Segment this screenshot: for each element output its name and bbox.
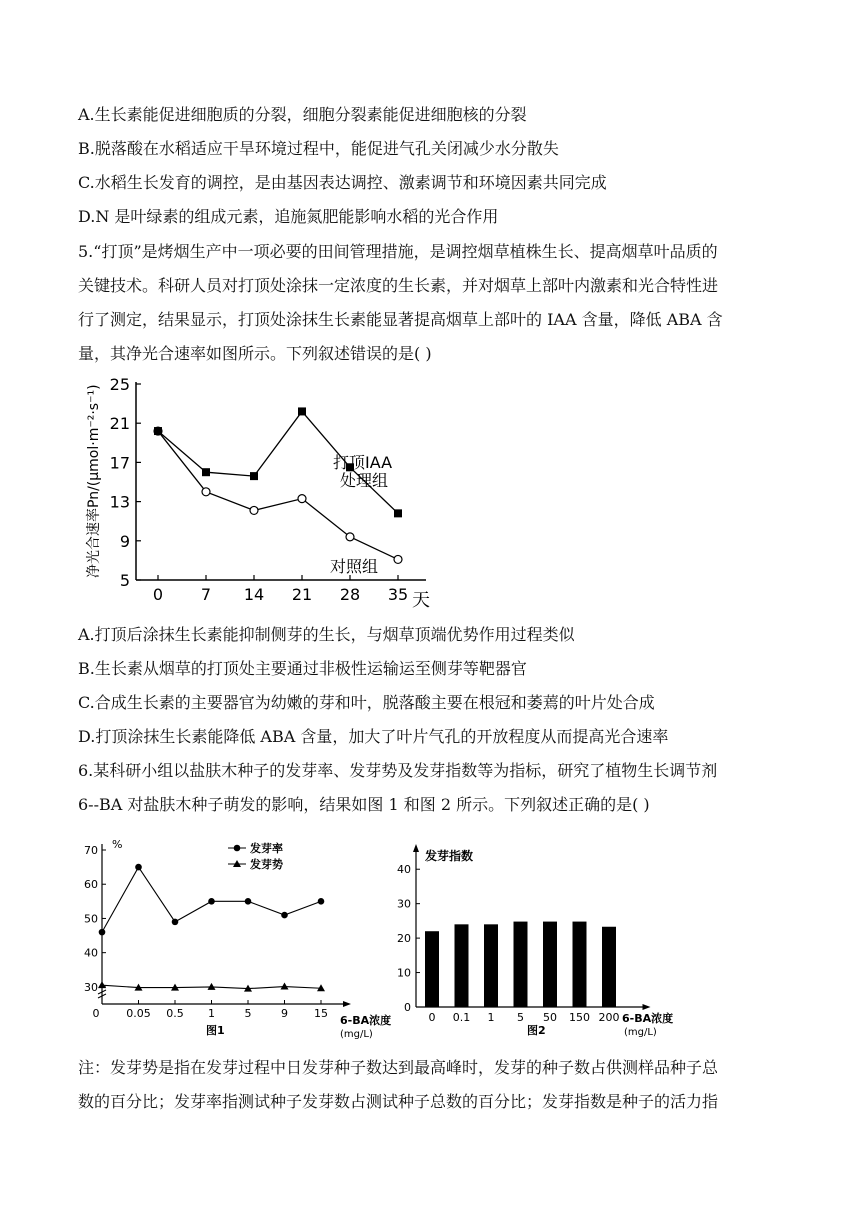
x-axis-label: 6-BA浓度: [340, 1014, 392, 1027]
bar: [514, 922, 528, 1007]
data-point-control: [346, 533, 354, 541]
series-line-control: [158, 431, 398, 559]
q6-stem-line: 6.某科研小组以盐肤木种子的发芽率、发芽势及发芽指数等为指标，研究了植物生长调节剂: [78, 761, 718, 780]
x-tick-label: 0.05: [126, 1007, 151, 1020]
x-tick-label: 9: [281, 1007, 288, 1020]
q4-option-b: B.脱落酸在水稻适应干旱环境过程中，能促进气孔关闭减少水分散失: [78, 139, 559, 158]
q5-option-a: A.打顶后涂抹生长素能抑制侧芽的生长，与烟草顶端优势作用过程类似: [78, 625, 575, 644]
germination-index-chart: [392, 842, 682, 1042]
q5-stem-line: 5.“打顶”是烤烟生产中一项必要的田间管理措施，是调控烟草植株生长、提高烟草叶品质的: [78, 242, 718, 261]
x-tick-label: 14: [243, 585, 265, 604]
y-tick-label: 70: [84, 844, 98, 857]
bar: [543, 922, 557, 1007]
series-label-control: 对照组: [330, 557, 379, 576]
germination-rate-chart: [78, 832, 398, 1042]
x-tick-label: 0: [92, 1007, 100, 1020]
data-point-iaa: [250, 472, 258, 480]
x-axis-arrow: [643, 1004, 651, 1010]
y-tick-label: 9: [119, 531, 130, 551]
y-tick-label: 30: [84, 980, 98, 994]
legend-label: 发芽势: [250, 858, 283, 871]
bar: [602, 927, 616, 1007]
figure-caption: 图1: [206, 1024, 225, 1037]
x-tick-label: 1: [487, 1011, 495, 1024]
legend-label: 发芽率: [250, 842, 283, 855]
bar: [484, 924, 498, 1007]
y-axis-arrow: [413, 844, 419, 852]
y-tick-label: 20: [397, 932, 411, 946]
x-axis-arrow: [343, 1001, 351, 1007]
bar: [425, 931, 439, 1007]
data-point-potential: [208, 983, 216, 990]
y-axis-label: 净光合速率Pn/(μmol·m⁻²·s⁻¹): [86, 384, 102, 578]
y-tick-label: 40: [84, 946, 98, 960]
series-label-iaa: 打顶IAA: [333, 453, 393, 472]
y-tick-label: 30: [397, 897, 411, 911]
q4-option-d: D.N 是叶绿素的组成元素，追施氮肥能影响水稻的光合作用: [78, 207, 499, 226]
data-point-control: [298, 495, 306, 503]
figure-caption: 图2: [527, 1024, 546, 1037]
x-tick-label: 5: [517, 1011, 524, 1024]
q5-stem-line: 关键技术。科研人员对打顶处涂抹一定浓度的生长素，并对烟草上部叶内激素和光合特性进: [78, 276, 719, 295]
q5-stem-line: 行了测定，结果显示，打顶处涂抹生长素能显著提高烟草上部叶的 IAA 含量，降低 ABA 含: [78, 310, 723, 329]
x-axis-unit: (mg/L): [624, 1027, 657, 1038]
y-axis-label: 发芽指数: [425, 849, 474, 863]
y-tick-label: 25: [109, 375, 130, 394]
note-line: 数的百分比；发芽率指测试种子发芽数占测试种子总数的百分比；发芽指数是种子的活力指: [78, 1092, 719, 1111]
x-tick-label: 200: [598, 1011, 620, 1024]
series-label-iaa: 处理组: [340, 471, 389, 490]
x-tick-label: 5: [244, 1007, 252, 1020]
data-point-control: [202, 488, 210, 496]
data-point-rate: [172, 919, 179, 926]
q5-option-c: C.合成生长素的主要器官为幼嫩的芽和叶，脱落酸主要在根冠和萎蔫的叶片处合成: [78, 693, 655, 712]
y-tick-label: 60: [84, 878, 98, 892]
bar: [455, 924, 469, 1007]
x-axis-unit: 天: [412, 590, 430, 611]
data-point-rate: [281, 912, 288, 919]
q4-option-a: A.生长素能促进细胞质的分裂，细胞分裂素能促进细胞核的分裂: [78, 105, 527, 124]
y-tick-label: 40: [397, 863, 411, 877]
x-axis-label: 6-BA浓度: [622, 1012, 674, 1025]
x-tick-label: 150: [569, 1011, 590, 1024]
data-point-rate: [245, 898, 252, 905]
y-tick-label: 50: [84, 912, 98, 926]
q5-option-d: D.打顶涂抹生长素能降低 ABA 含量，加大了叶片气孔的开放程度从而提高光合速率: [78, 727, 669, 746]
data-point-iaa: [298, 407, 306, 415]
data-point-rate: [318, 898, 325, 905]
data-point-control: [394, 555, 402, 563]
data-point-iaa: [202, 468, 210, 476]
legend-marker: [234, 845, 241, 852]
x-axis-unit: (mg/L): [340, 1029, 373, 1040]
data-point-control: [250, 506, 258, 514]
q6-stem-line: 6--BA 对盐肤木种子萌发的影响，结果如图 1 和图 2 所示。下列叙述正确的是( ): [78, 795, 650, 814]
x-tick-label: 28: [339, 585, 361, 604]
data-point-potential: [281, 983, 289, 990]
y-tick-label: 10: [397, 966, 411, 980]
data-point-rate: [135, 864, 142, 871]
y-tick-label: 17: [109, 453, 130, 473]
x-tick-label: 7: [200, 585, 212, 604]
y-tick-label: 21: [109, 414, 130, 434]
q5-option-b: B.生长素从烟草的打顶处主要通过非极性运输运至侧芽等靶器官: [78, 659, 527, 678]
x-tick-label: 1: [208, 1007, 215, 1020]
x-tick-label: 0: [428, 1011, 436, 1024]
y-tick-label: 13: [109, 492, 130, 512]
x-tick-label: 0.5: [166, 1007, 184, 1020]
q5-stem-line: 量，其净光合速率如图所示。下列叙述错误的是( ): [78, 344, 432, 363]
bar: [573, 922, 587, 1007]
x-tick-label: 0: [152, 585, 164, 604]
data-point-iaa: [394, 509, 402, 517]
x-tick-label: 15: [314, 1007, 328, 1020]
y-tick-label: 5: [119, 571, 130, 590]
note-line: 注：发芽势是指在发芽过程中日发芽种子数达到最高峰时，发芽的种子数占供测样品种子总: [78, 1058, 719, 1077]
x-tick-label: 21: [291, 585, 313, 604]
y-tick-label: 0: [404, 1001, 411, 1014]
x-tick-label: 0.1: [452, 1011, 471, 1024]
net-photosynthesis-chart: [78, 372, 458, 620]
x-tick-label: 35: [387, 585, 409, 604]
data-point-rate: [99, 929, 106, 936]
data-point-rate: [208, 898, 215, 905]
data-point-potential: [98, 981, 106, 988]
q4-option-c: C.水稻生长发育的调控，是由基因表达调控、激素调节和环境因素共同完成: [78, 173, 607, 192]
y-axis-label: %: [112, 838, 123, 851]
x-tick-label: 50: [543, 1011, 557, 1024]
data-point-iaa: [154, 427, 162, 435]
